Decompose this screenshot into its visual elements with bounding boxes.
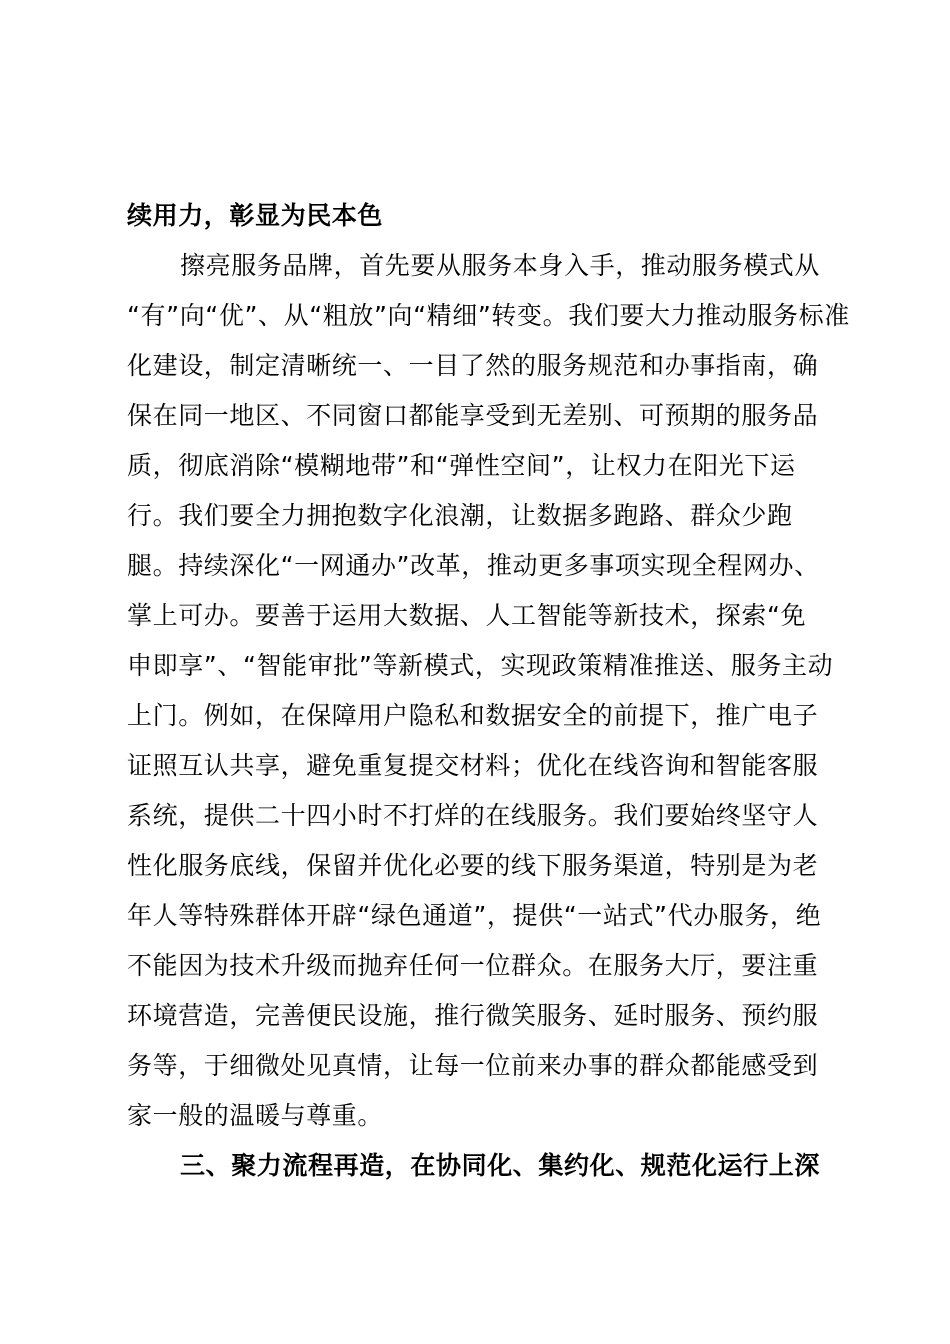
paragraph-line: 化建设，制定清晰统一、一目了然的服务规范和办事指南，确	[127, 351, 819, 380]
paragraph-line: 年人等特殊群体开辟“绿色通道”，提供“一站式”代办服务，绝	[127, 901, 822, 930]
paragraph-line: 行。我们要全力拥抱数字化浪潮，让数据多跑路、群众少跑	[127, 501, 793, 530]
paragraph-line: 掌上可办。要善于运用大数据、人工智能等新技术，探索“免	[127, 601, 807, 630]
paragraph-line: 擦亮服务品牌，首先要从服务本身入手，推动服务模式从	[180, 251, 821, 280]
paragraph-line: 性化服务底线，保留并优化必要的线下服务渠道，特别是为老	[127, 851, 819, 880]
paragraph-line: 务等，于细微处见真情，让每一位前来办事的群众都能感受到	[127, 1051, 819, 1080]
section-heading-continuation: 续用力，彰显为民本色	[127, 201, 384, 230]
section-heading: 三、聚力流程再造，在协同化、集约化、规范化运行上深	[180, 1151, 821, 1180]
paragraph-line: 腿。持续深化“一网通办”改革，推动更多事项实现全程网办、	[127, 551, 820, 580]
document-page	[127, 196, 850, 1196]
paragraph-line: 上门。例如，在保障用户隐私和数据安全的前提下，推广电子	[127, 701, 819, 730]
paragraph-line: 申即享”、“智能审批”等新模式，实现政策精准推送、服务主动	[127, 651, 834, 680]
paragraph-line: 不能因为技术升级而抛弃任何一位群众。在服务大厅，要注重	[127, 951, 819, 980]
paragraph-line: 保在同一地区、不同窗口都能享受到无差别、可预期的服务品	[127, 401, 819, 430]
paragraph-line: 质，彻底消除“模糊地带”和“弹性空间”，让权力在阳光下运	[127, 451, 796, 480]
paragraph-line: 系统，提供二十四小时不打烊的在线服务。我们要始终坚守人	[127, 801, 819, 830]
paragraph-line: “有”向“优”、从“粗放”向“精细”转变。我们要大力推动服务标准	[127, 301, 850, 330]
paragraph-line: 环境营造，完善便民设施，推行微笑服务、延时服务、预约服	[127, 1001, 819, 1030]
paragraph-line: 家一般的温暖与尊重。	[127, 1101, 384, 1130]
paragraph-line: 证照互认共享，避免重复提交材料；优化在线咨询和智能客服	[127, 751, 819, 780]
